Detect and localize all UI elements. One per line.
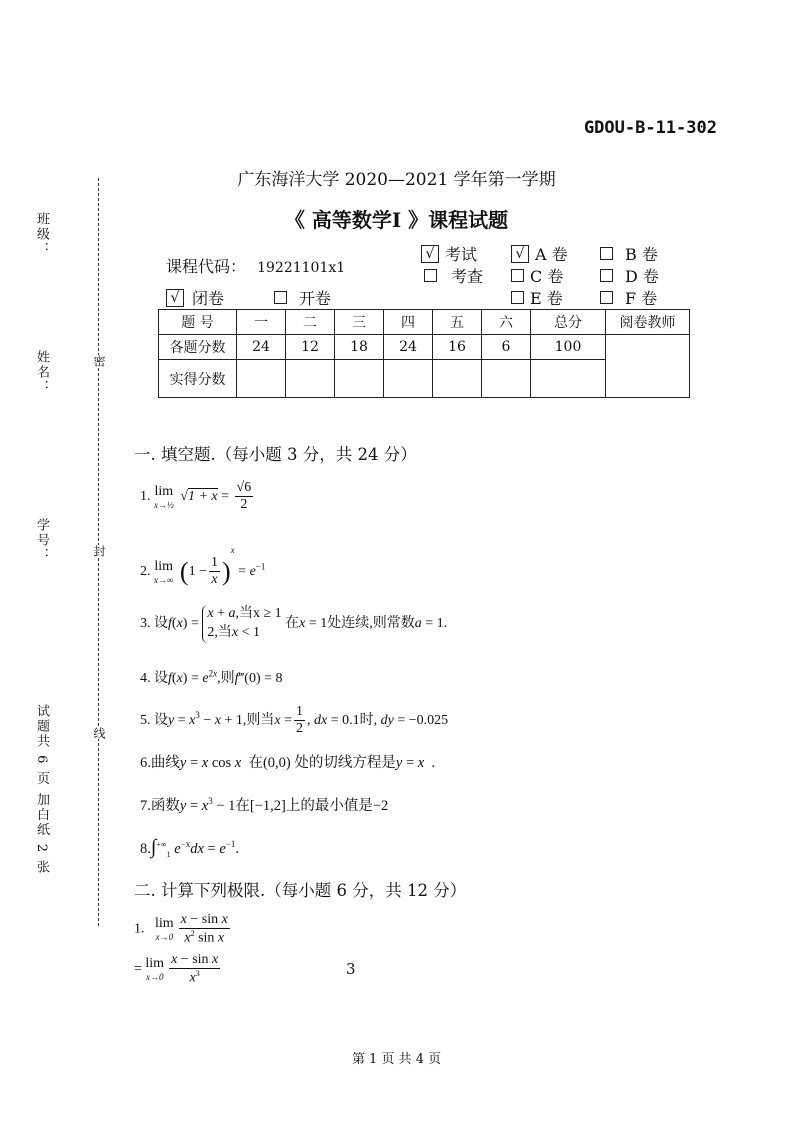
question-8: $8.\int^{+\infty}_1$ $e^{-x}dx = e^{-1}$. bbox=[140, 836, 239, 859]
course-code: 19221101x1 bbox=[257, 260, 346, 276]
section2-title: 二. 计算下列极限.（每小题 6 分，共 12 分） bbox=[134, 881, 467, 900]
opt-closed[interactable] bbox=[166, 286, 224, 309]
opt-f[interactable] bbox=[600, 286, 657, 309]
opt-label: 考试 bbox=[445, 245, 478, 264]
course-title: 《 高等数学Ⅰ 》课程试题 bbox=[284, 208, 509, 232]
opt-label: B 卷 bbox=[625, 245, 658, 264]
q-num: 7. bbox=[140, 798, 151, 814]
score-input-cell[interactable] bbox=[482, 360, 531, 398]
section1-title: 一. 填空题.（每小题 3 分，共 24 分） bbox=[134, 445, 417, 464]
table-row bbox=[159, 335, 690, 360]
score-table bbox=[158, 309, 690, 398]
table-cell: 五 bbox=[433, 310, 482, 335]
doc-code: GDOU-B-11-302 bbox=[583, 118, 717, 138]
student-id-label: 学号： bbox=[34, 518, 49, 563]
university-line: 广东海洋大学 2020—2021 学年第一学期 bbox=[237, 170, 556, 190]
q-num: 1. bbox=[140, 488, 151, 504]
opt-open[interactable] bbox=[274, 286, 331, 309]
q-num: 2. bbox=[140, 564, 151, 579]
opt-label: 考查 bbox=[451, 267, 484, 286]
opt-check[interactable] bbox=[424, 264, 483, 287]
checkbox-icon bbox=[600, 291, 613, 304]
score-input-cell[interactable] bbox=[384, 360, 433, 398]
grader-cell[interactable] bbox=[606, 335, 690, 398]
seal-mark: 密 bbox=[92, 355, 106, 367]
opt-e[interactable] bbox=[511, 286, 563, 309]
q-text: 处的切线方程是 bbox=[294, 755, 396, 771]
score-input-cell[interactable] bbox=[335, 360, 384, 398]
opt-b[interactable] bbox=[600, 242, 658, 265]
seal-mark: 封 bbox=[92, 545, 106, 557]
score-input-cell[interactable] bbox=[237, 360, 286, 398]
page-footer: 第 1 页 共 4 页 bbox=[351, 1052, 442, 1067]
score-input-cell[interactable] bbox=[433, 360, 482, 398]
question-2: 2. lim x→∞ (1 − $\frac{1}{x}$ )$^x = e^{-1}$ bbox=[140, 545, 266, 588]
question-7: 7.函数$y = x^3 - 1$在[−1,2]上的最小值是−2 bbox=[140, 796, 389, 814]
q-text: 设 bbox=[154, 712, 168, 728]
question-3: 3. 设f(x) = x + a,当x ≥ 1 2,当x < 1 在x = 1处连续,则常数a = 1. bbox=[140, 605, 447, 643]
class-label: 班级： bbox=[34, 212, 49, 257]
table-row bbox=[159, 310, 690, 335]
opt-label: F 卷 bbox=[625, 289, 658, 308]
q-text: ,则当 bbox=[242, 712, 275, 728]
opt-label: A 卷 bbox=[535, 245, 568, 264]
check-icon: √ bbox=[421, 245, 439, 263]
q-num: 8. bbox=[140, 841, 151, 857]
table-cell: 12 bbox=[286, 335, 335, 360]
table-cell: 总分 bbox=[531, 310, 606, 335]
q-num: 1. bbox=[134, 921, 145, 937]
q-text: 上的最小值是 bbox=[285, 798, 373, 814]
check-icon: √ bbox=[511, 245, 529, 263]
q-num: 4. bbox=[140, 671, 151, 686]
table-cell: 6 bbox=[482, 335, 531, 360]
opt-a[interactable] bbox=[511, 242, 568, 265]
table-cell: 24 bbox=[384, 335, 433, 360]
section2-question-1: 1. lim x→0 $\frac{\text{x − sin x}}{x^2 \sin x}$ bbox=[134, 912, 228, 946]
opt-label: 闭卷 bbox=[192, 289, 225, 308]
opt-label: 开卷 bbox=[299, 289, 332, 308]
score-mark: 3 bbox=[346, 960, 356, 978]
table-cell: 实得分数 bbox=[159, 360, 237, 398]
seal-mark: 线 bbox=[92, 727, 106, 739]
table-cell: 四 bbox=[384, 310, 433, 335]
checkbox-icon bbox=[424, 269, 437, 282]
opt-exam[interactable] bbox=[421, 242, 477, 265]
table-cell: 一 bbox=[237, 310, 286, 335]
opt-label: E 卷 bbox=[530, 289, 563, 308]
question-1: 1. lim x→½ √1 + x = $\frac{√6}{2}$ bbox=[140, 480, 252, 513]
table-cell: 阅卷教师 bbox=[606, 310, 690, 335]
q-text: 曲线 bbox=[150, 755, 180, 771]
q-text: 处连续,则常数 bbox=[327, 616, 415, 632]
table-cell: 二 bbox=[286, 310, 335, 335]
q-num: 5. bbox=[140, 712, 151, 728]
checkbox-icon bbox=[511, 269, 524, 282]
question-6: 6.曲线y = x cos x 在(0,0) 处的切线方程是y = x . bbox=[140, 755, 436, 771]
table-cell: 六 bbox=[482, 310, 531, 335]
question-5: 5. 设$y = x^3 - x + 1$,则当x = $\frac{1}{2}$ , dx = 0.1时, dy = −0.025 bbox=[140, 704, 449, 737]
checkbox-icon bbox=[600, 269, 613, 282]
table-cell: 100 bbox=[531, 335, 606, 360]
opt-d[interactable] bbox=[600, 264, 659, 287]
checkbox-icon bbox=[274, 291, 287, 304]
check-icon: √ bbox=[166, 289, 184, 307]
table-cell: 三 bbox=[335, 310, 384, 335]
name-label: 姓名： bbox=[34, 350, 49, 395]
table-cell: 题 号 bbox=[159, 310, 237, 335]
section2-step-1: = lim x→0 $\frac{\text{x − sin x}}{x^3}$ bbox=[134, 952, 219, 986]
score-input-cell[interactable] bbox=[531, 360, 606, 398]
course-code-label: 课程代码： bbox=[166, 257, 247, 276]
q-text: 函数 bbox=[150, 798, 180, 814]
opt-c[interactable] bbox=[511, 264, 563, 287]
question-4: 4. 设$f(x) = e^{2x}$,则f‴(0) = 8 bbox=[140, 668, 283, 686]
opt-label: D 卷 bbox=[625, 267, 659, 286]
page-note: 试题共 6 页 加白纸 2 张 bbox=[34, 704, 49, 876]
q-num: 3. bbox=[140, 616, 151, 632]
opt-label: C 卷 bbox=[530, 267, 564, 286]
q-text: 设 bbox=[154, 671, 168, 686]
table-cell: 18 bbox=[335, 335, 384, 360]
score-input-cell[interactable] bbox=[286, 360, 335, 398]
q-text: 设 bbox=[154, 616, 168, 632]
table-cell: 24 bbox=[237, 335, 286, 360]
q-num: 6. bbox=[140, 755, 151, 771]
table-cell: 各题分数 bbox=[159, 335, 237, 360]
checkbox-icon bbox=[511, 291, 524, 304]
checkbox-icon bbox=[600, 247, 613, 260]
table-cell: 16 bbox=[433, 335, 482, 360]
course-code-row bbox=[166, 254, 345, 277]
